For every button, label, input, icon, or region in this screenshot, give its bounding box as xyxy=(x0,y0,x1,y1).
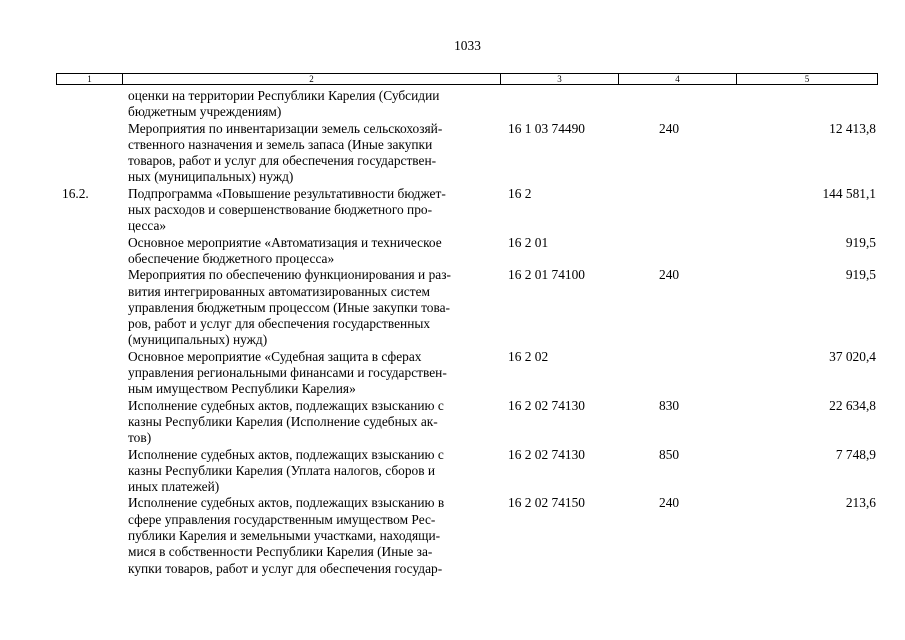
description-line: ственного назначения и земель запаса (Иные закупки xyxy=(128,136,433,152)
row-amount: 213,6 xyxy=(845,495,876,511)
header-col-2: 2 xyxy=(123,74,501,84)
description-line: (муниципальных) нужд) xyxy=(128,332,268,348)
row-type: 850 xyxy=(659,446,680,462)
description-line: Подпрограмма «Повышение результативности бюджет- xyxy=(128,185,446,201)
description-line: вития интегрированных автоматизированных систем xyxy=(128,283,431,299)
row-code: 16 2 02 xyxy=(508,348,549,364)
row-type: 240 xyxy=(659,120,680,136)
description-line: казны Республики Карелия (Исполнение судебных ак- xyxy=(128,413,438,429)
row-code: 16 2 02 74130 xyxy=(508,446,585,462)
row-code: 16 1 03 74490 xyxy=(508,120,585,136)
description-line: ных (муниципальных) нужд) xyxy=(128,169,294,185)
table-row xyxy=(56,398,878,447)
header-col-1: 1 xyxy=(57,74,123,84)
description-line: купки товаров, работ и услуг для обеспечения государ- xyxy=(128,560,443,576)
row-description xyxy=(128,235,508,268)
row-code: 16 2 01 xyxy=(508,234,549,250)
description-line: Исполнение судебных актов, подлежащих взысканию с xyxy=(128,446,444,462)
row-amount: 12 413,8 xyxy=(829,120,876,136)
page-number: 1033 xyxy=(454,38,481,53)
row-type: 240 xyxy=(659,495,680,511)
row-amount: 144 581,1 xyxy=(822,185,876,201)
table-header xyxy=(56,73,878,85)
description-line: ным имуществом Республики Карелия» xyxy=(128,381,356,397)
row-amount: 37 020,4 xyxy=(829,348,876,364)
row-amount: 919,5 xyxy=(845,234,876,250)
row-code: 16 2 02 74150 xyxy=(508,495,585,511)
header-col-4: 4 xyxy=(619,74,737,84)
row-code: 16 2 02 74130 xyxy=(508,397,585,413)
row-amount: 7 748,9 xyxy=(835,446,876,462)
table-row xyxy=(56,349,878,398)
header-col-5: 5 xyxy=(804,74,810,84)
description-line: цесса» xyxy=(128,218,167,234)
description-line: иных платежей) xyxy=(128,479,220,495)
description-line: Основное мероприятие «Автоматизация и техническое xyxy=(128,234,442,250)
table-row xyxy=(56,495,878,576)
table-row xyxy=(56,88,878,121)
row-number: 16.2. xyxy=(62,185,89,201)
description-line: казны Республики Карелия (Уплата налогов, сборов и xyxy=(128,462,436,478)
table-row xyxy=(56,235,878,268)
description-line: Исполнение судебных актов, подлежащих взысканию с xyxy=(128,397,444,413)
row-description xyxy=(128,88,508,121)
description-line: Основное мероприятие «Судебная защита в сферах xyxy=(128,348,422,364)
row-code: 16 2 01 74100 xyxy=(508,267,585,283)
description-line: управления бюджетным процессом (Иные закупки това- xyxy=(128,299,450,315)
description-line: сфере управления государственным имуществом Рес- xyxy=(128,511,436,527)
description-line: обеспечение бюджетного процесса» xyxy=(128,250,335,266)
table-row xyxy=(56,267,878,348)
row-description xyxy=(128,267,508,348)
description-line: публики Карелия и земельными участками, находящи- xyxy=(128,528,441,544)
description-line: ных расходов и совершенствование бюджетного про- xyxy=(128,202,433,218)
row-description xyxy=(128,398,508,447)
description-line: оценки на территории Республики Карелия (Субсидии xyxy=(128,88,440,103)
row-type: 240 xyxy=(659,267,680,283)
description-line: Мероприятия по инвентаризации земель сельскохозяй- xyxy=(128,120,443,136)
description-line: Мероприятия по обеспечению функционирования и раз- xyxy=(128,267,451,283)
row-description xyxy=(128,186,508,235)
table-row xyxy=(56,186,878,235)
description-line: управления региональными финансами и государствен- xyxy=(128,365,447,381)
table-row xyxy=(56,121,878,186)
description-line: товаров, работ и услуг для обеспечения государствен- xyxy=(128,153,437,169)
row-description xyxy=(128,121,508,186)
row-description xyxy=(128,349,508,398)
row-amount: 22 634,8 xyxy=(829,397,876,413)
row-description xyxy=(128,495,508,576)
description-line: Исполнение судебных актов, подлежащих взысканию в xyxy=(128,495,445,511)
description-line: ров, работ и услуг для обеспечения государственных xyxy=(128,316,431,332)
description-line: тов) xyxy=(128,430,152,446)
header-col-3: 3 xyxy=(501,74,619,84)
description-line: бюджетным учреждениям) xyxy=(128,104,282,120)
row-type: 830 xyxy=(659,397,680,413)
row-code: 16 2 xyxy=(508,185,532,201)
table-body xyxy=(56,88,878,577)
description-line: мися в собственности Республики Карелия (Иные за- xyxy=(128,544,433,560)
row-description xyxy=(128,447,508,496)
table-row xyxy=(56,447,878,496)
row-amount: 919,5 xyxy=(845,267,876,283)
